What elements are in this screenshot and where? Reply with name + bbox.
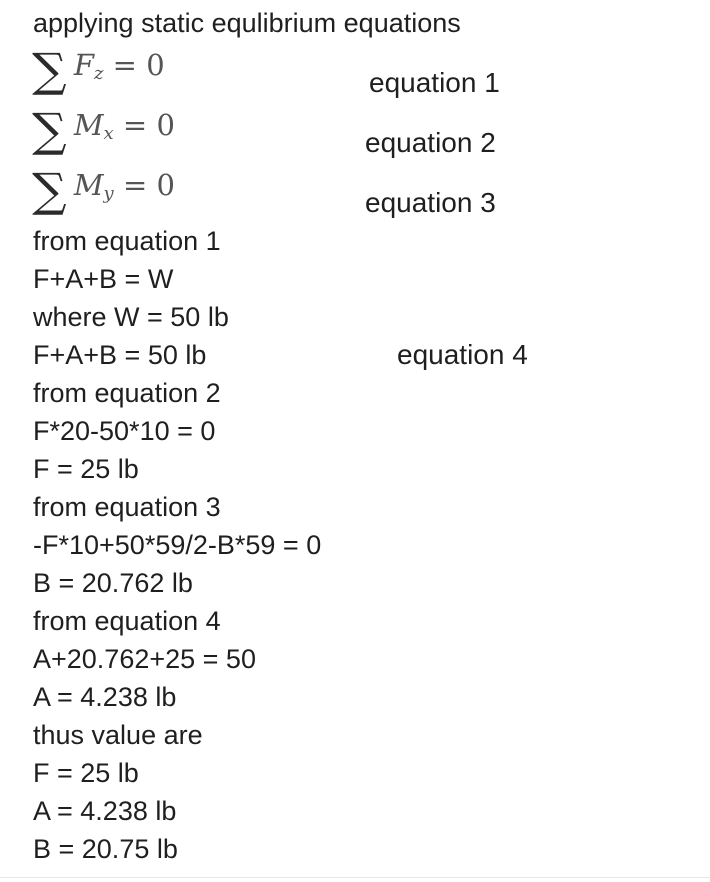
equation-3-symbol: M — [73, 168, 104, 202]
text-line: F = 25 lb — [33, 758, 139, 788]
equation-1-rest: = 0 — [112, 48, 165, 82]
text-line: from equation 4 — [33, 606, 221, 636]
text-line: -F*10+50*59/2-B*59 = 0 — [33, 530, 322, 560]
equation-3-formula — [32, 163, 175, 217]
heading: applying static equlibrium equations — [33, 8, 461, 38]
sigma-symbol: ∑ — [32, 103, 67, 157]
equation-2-math — [74, 108, 175, 151]
equation-1-symbol: F — [73, 48, 94, 82]
equation-2-subscript: x — [103, 123, 114, 144]
text-line: B = 20.762 lb — [33, 568, 193, 598]
text-line: from equation 2 — [33, 378, 221, 408]
equation-4-label: equation 4 — [397, 339, 528, 370]
equation-3-rest: = 0 — [122, 168, 175, 202]
equation-1-math — [74, 48, 165, 91]
equation-2-formula — [32, 103, 175, 157]
text-line: from equation 3 — [33, 492, 221, 522]
text-line: A = 4.238 lb — [33, 682, 177, 712]
equation-1-formula — [32, 43, 165, 97]
text-line: F+A+B = W — [33, 264, 174, 294]
text-line: A = 4.238 lb — [33, 796, 177, 826]
equation-2-symbol: M — [73, 108, 104, 142]
text-line: F = 25 lb — [33, 454, 139, 484]
sigma-symbol: ∑ — [32, 163, 67, 217]
text-line: from equation 1 — [33, 226, 221, 256]
equation-1-subscript: z — [93, 63, 104, 84]
equation-3-label: equation 3 — [365, 187, 496, 218]
text-line: A+20.762+25 = 50 — [33, 644, 256, 674]
equation-2-label: equation 2 — [365, 127, 496, 158]
equation-1-label: equation 1 — [369, 67, 500, 98]
equation-3-subscript: y — [103, 183, 114, 204]
equation-2-rest: = 0 — [122, 108, 175, 142]
text-line: thus value are — [33, 720, 203, 750]
text-line: F+A+B = 50 lb — [33, 340, 207, 370]
text-line: F*20-50*10 = 0 — [33, 416, 216, 446]
bottom-divider — [0, 877, 710, 878]
text-line: where W = 50 lb — [33, 302, 229, 332]
equation-3-math — [74, 168, 175, 211]
sigma-symbol: ∑ — [32, 43, 67, 97]
text-line: B = 20.75 lb — [33, 834, 178, 864]
